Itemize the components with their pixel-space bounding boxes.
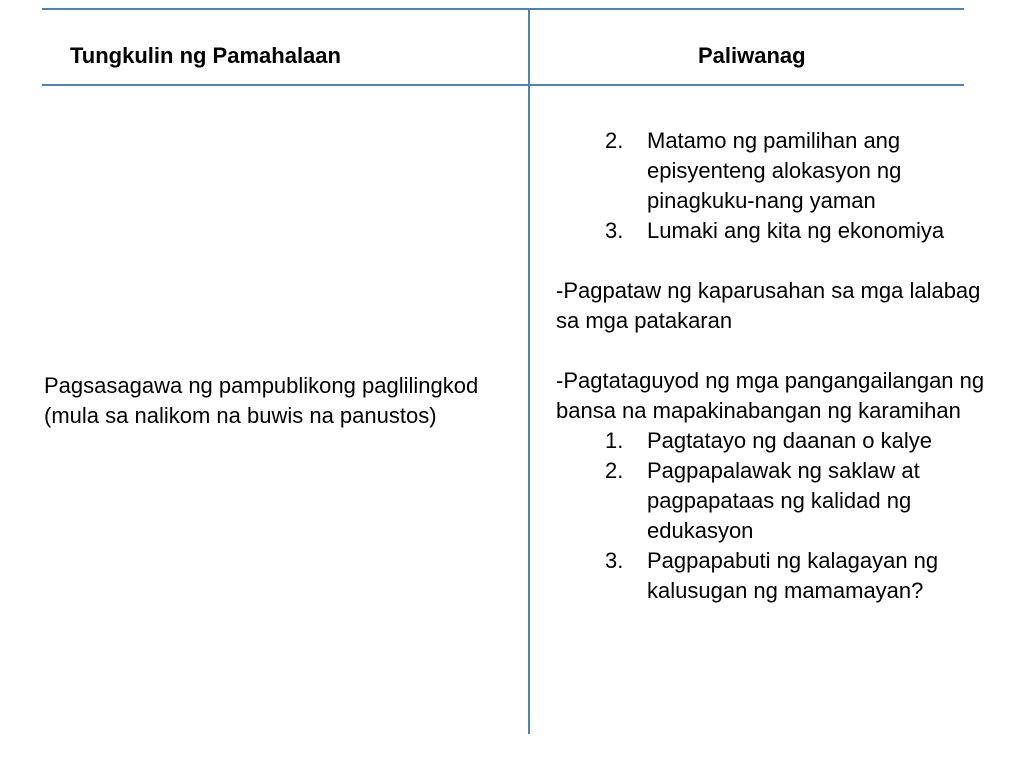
list-item-number: 3. xyxy=(605,218,624,243)
list-item-text: Matamo ng pamilihan ang episyenteng alokasyon ng pinagkuku-nang yaman xyxy=(647,128,902,213)
list-item-text: Pagpapalawak ng saklaw at pagpapataas ng kalidad ng edukasyon xyxy=(647,458,920,543)
numbered-list-2 xyxy=(556,426,996,606)
column-header-tungkulin: Tungkulin ng Pamahalaan xyxy=(70,43,341,68)
paragraph-pagtataguyod: -Pagtataguyod ng mga pangangailangan ng bansa na mapakinabangan ng karamihan xyxy=(556,368,985,423)
list-item-number: 1. xyxy=(605,428,624,453)
list-item xyxy=(556,456,996,546)
table-column-divider xyxy=(528,8,530,734)
list-item xyxy=(556,126,996,216)
list-item-text: Lumaki ang kita ng ekonomiya xyxy=(647,218,945,243)
table-top-border xyxy=(42,8,964,10)
list-item-text: Pagpapabuti ng kalagayan ng kalusugan ng mamamayan? xyxy=(647,548,939,603)
table-header-border xyxy=(42,84,964,86)
list-item-number: 2. xyxy=(605,128,624,153)
left-cell-text: Pagsasagawa ng pampublikong paglilingkod (mula sa nalikom na buwis na panustos) xyxy=(44,373,479,428)
list-item-number: 2. xyxy=(605,458,624,483)
list-item-text: Pagtatayo ng daanan o kalye xyxy=(647,428,933,453)
list-item xyxy=(556,216,996,246)
paragraph-kaparusahan: -Pagpataw ng kaparusahan sa mga lalabag sa mga patakaran xyxy=(556,278,981,333)
numbered-list-1 xyxy=(556,126,996,246)
list-item-number: 3. xyxy=(605,548,624,573)
list-item xyxy=(556,426,996,456)
list-item xyxy=(556,546,996,606)
right-cell xyxy=(556,126,996,606)
column-header-paliwanag: Paliwanag xyxy=(698,43,806,68)
